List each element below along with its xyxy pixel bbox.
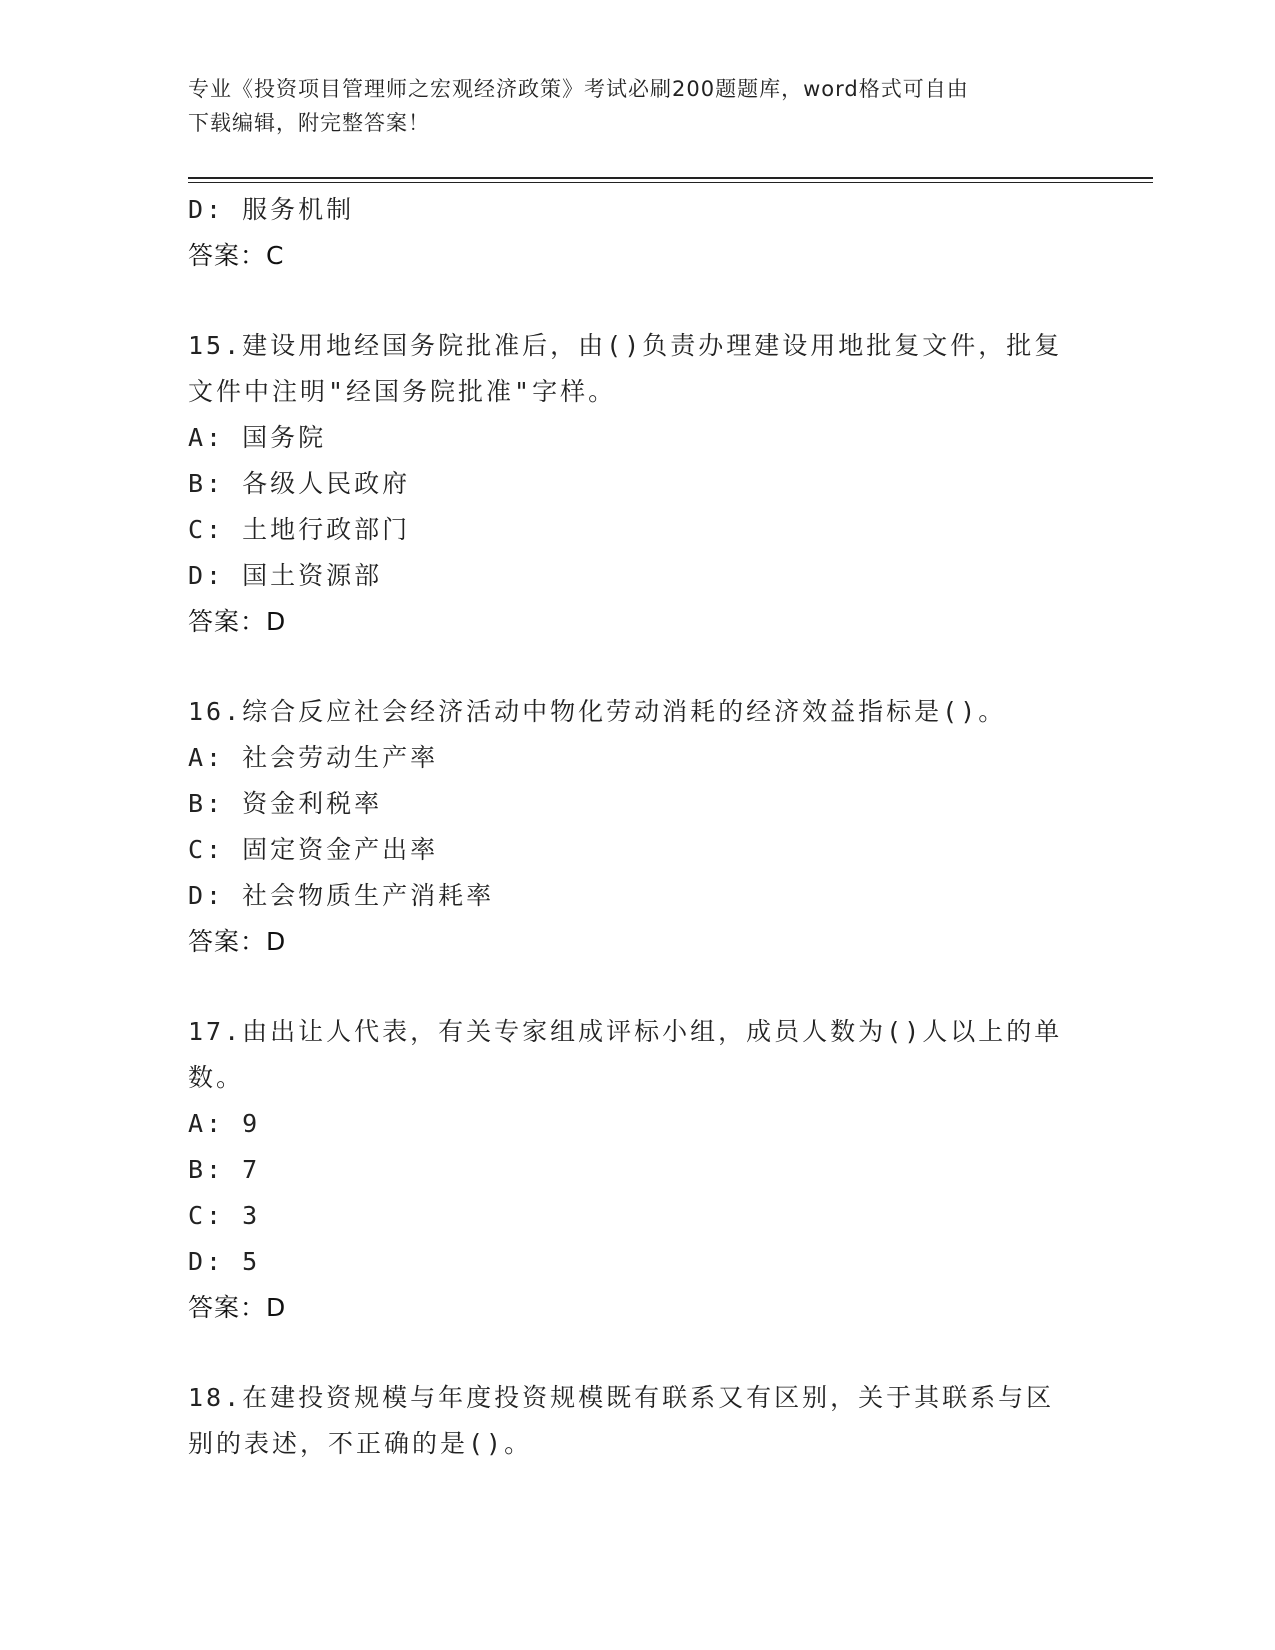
question-18 xyxy=(188,1375,1088,1467)
document-body xyxy=(188,187,1088,1467)
option-d: D: 5 xyxy=(188,1247,261,1276)
option-c: C: 固定资金产出率 xyxy=(188,835,439,864)
option-c: C: 土地行政部门 xyxy=(188,515,411,544)
spacer xyxy=(188,1331,1088,1375)
question-stem-line: 18.在建投资规模与年度投资规模既有联系又有区别，关于其联系与区 xyxy=(188,1383,1055,1412)
option-d: D: 服务机制 xyxy=(188,195,355,224)
option-a: A: 社会劳动生产率 xyxy=(188,743,439,772)
header-line-1: 专业《投资项目管理师之宏观经济政策》考试必刷200题题库，word格式可自由 xyxy=(188,77,969,101)
answer-line: 答案：D xyxy=(188,607,287,636)
question-stem-line: 16.综合反应社会经济活动中物化劳动消耗的经济效益指标是()。 xyxy=(188,697,1007,726)
option-d: D: 国土资源部 xyxy=(188,561,383,590)
spacer xyxy=(188,965,1088,1009)
spacer xyxy=(188,279,1088,323)
answer-line: 答案：C xyxy=(188,241,285,270)
question-16 xyxy=(188,689,1088,965)
answer-line: 答案：D xyxy=(188,927,287,956)
option-b: B: 7 xyxy=(188,1155,261,1184)
option-b: B: 各级人民政府 xyxy=(188,469,411,498)
spacer xyxy=(188,645,1088,689)
option-b: B: 资金利税率 xyxy=(188,789,383,818)
question-stem-line: 数。 xyxy=(188,1063,245,1092)
previous-question-tail xyxy=(188,187,1088,279)
header-line-2: 下载编辑，附完整答案！ xyxy=(188,111,430,135)
header-divider-thin xyxy=(188,182,1153,183)
document-header xyxy=(188,72,1068,140)
answer-line: 答案：D xyxy=(188,1293,287,1322)
question-stem-line: 15.建设用地经国务院批准后，由()负责办理建设用地批复文件，批复 xyxy=(188,331,1063,360)
question-17 xyxy=(188,1009,1088,1331)
question-stem-line: 文件中注明"经国务院批准"字样。 xyxy=(188,377,617,406)
question-stem-line: 17.由出让人代表，有关专家组成评标小组，成员人数为()人以上的单 xyxy=(188,1017,1063,1046)
header-divider-thick xyxy=(188,177,1153,179)
option-c: C: 3 xyxy=(188,1201,261,1230)
option-a: A: 9 xyxy=(188,1109,261,1138)
question-stem-line: 别的表述，不正确的是()。 xyxy=(188,1429,533,1458)
option-d: D: 社会物质生产消耗率 xyxy=(188,881,495,910)
option-a: A: 国务院 xyxy=(188,423,327,452)
question-15 xyxy=(188,323,1088,645)
